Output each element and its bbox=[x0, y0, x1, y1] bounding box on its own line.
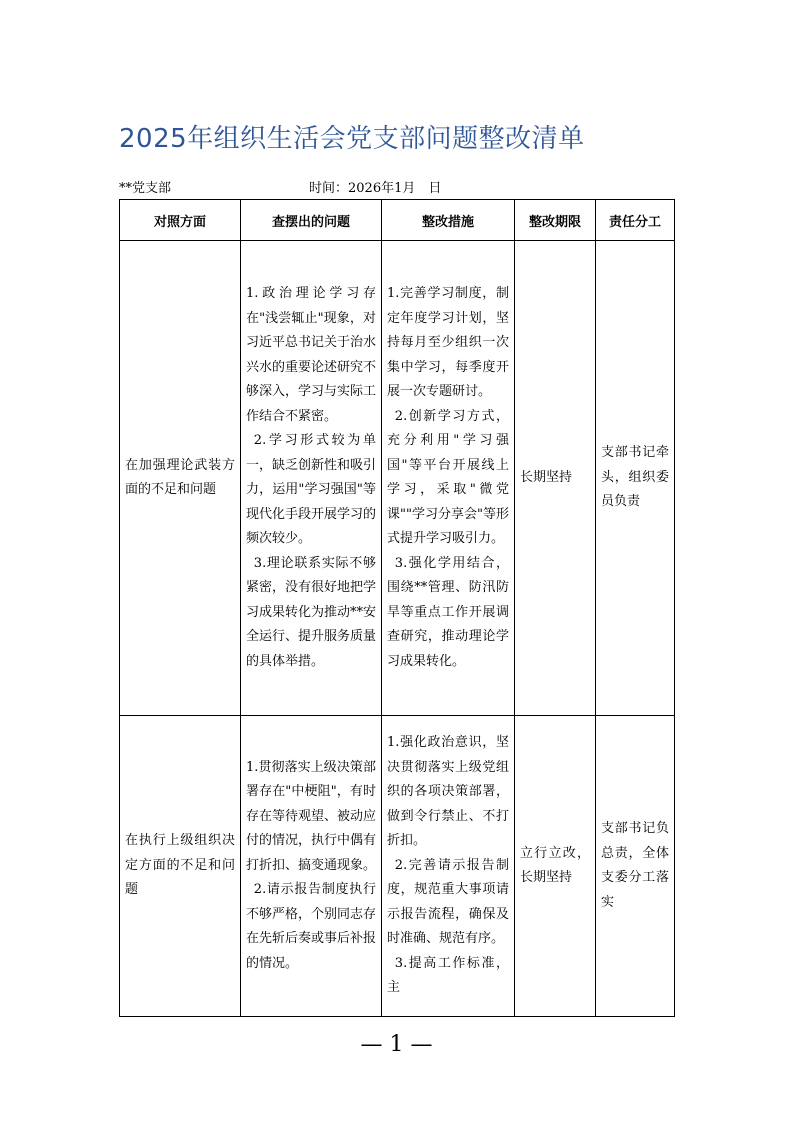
measure-item: 3.强化学用结合，围绕**管理、防汛防旱等重点工作开展调查研究，推动理论学习成果转化。 bbox=[387, 555, 509, 669]
header-responsibility: 责任分工 bbox=[596, 200, 675, 241]
problems-cell bbox=[241, 716, 382, 1017]
responsibility-cell: 支部书记牵头，组织委员负责 bbox=[596, 241, 675, 716]
aspect-cell: 在加强理论武装方面的不足和问题 bbox=[120, 241, 241, 716]
page-title: 2025年组织生活会党支部问题整改清单 bbox=[119, 124, 585, 154]
problems-cell bbox=[241, 241, 382, 716]
party-branch-label: **党支部 bbox=[119, 181, 172, 196]
page-number: — 1 — bbox=[360, 1032, 433, 1057]
measure-item: 1.完善学习制度，制定年度学习计划，坚持每月至少组织一次集中学习，每季度开展一次专题研讨。 bbox=[387, 286, 509, 399]
measures-cell bbox=[382, 241, 515, 716]
header-problems: 查摆出的问题 bbox=[241, 200, 382, 241]
problem-item: 2.请示报告制度执行不够严格，个别同志存在先斩后奏或事后补报的情况。 bbox=[246, 882, 377, 971]
date-label: 时间：2026年1月 日 bbox=[309, 181, 442, 196]
table-row bbox=[120, 716, 675, 1017]
measure-item: 1.强化政治意识，坚决贯彻落实上级党组织的各项决策部署，做到令行禁止、不打折扣。 bbox=[387, 735, 509, 849]
responsibility-cell: 支部书记负总责，全体支委分工落实 bbox=[596, 716, 675, 1017]
header-measures: 整改措施 bbox=[382, 200, 515, 241]
rectification-table bbox=[119, 199, 675, 1017]
problem-item: 3.理论联系实际不够紧密，没有很好地把学习成果转化为推动**安全运行、提升服务质量的具体举措。 bbox=[246, 555, 377, 669]
measure-item: 2.完善请示报告制度，规范重大事项请示报告流程，确保及时准确、规范有序。 bbox=[387, 857, 509, 947]
aspect-cell: 在执行上级组织决定方面的不足和问题 bbox=[120, 716, 241, 1017]
measures-cell bbox=[382, 716, 515, 1017]
problem-item: 2.学习形式较为单一，缺乏创新性和吸引力，运用"学习强国"等现代化手段开展学习的频次较少。 bbox=[246, 433, 377, 546]
table-header-row bbox=[120, 200, 675, 241]
header-aspect: 对照方面 bbox=[120, 200, 241, 241]
measure-item: 3.提高工作标准，主 bbox=[387, 955, 509, 996]
problem-item: 1.贯彻落实上级决策部署存在"中梗阻"，有时存在等待观望、被动应付的情况，执行中偶有打折扣、搞变通现象。 bbox=[246, 759, 377, 873]
header-deadline: 整改期限 bbox=[515, 200, 596, 241]
measure-item: 2.创新学习方式，充分利用"学习强国"等平台开展线上学习，采取"微党课""学习分享会"等形式提升学习吸引力。 bbox=[387, 408, 509, 546]
deadline-cell: 长期坚持 bbox=[515, 241, 596, 716]
table-row bbox=[120, 241, 675, 716]
deadline-cell: 立行立改，长期坚持 bbox=[515, 716, 596, 1017]
problem-item: 1.政治理论学习存在"浅尝辄止"现象，对习近平总书记关于治水兴水的重要论述研究不够深入，学习与实际工作结合不紧密。 bbox=[246, 286, 377, 424]
